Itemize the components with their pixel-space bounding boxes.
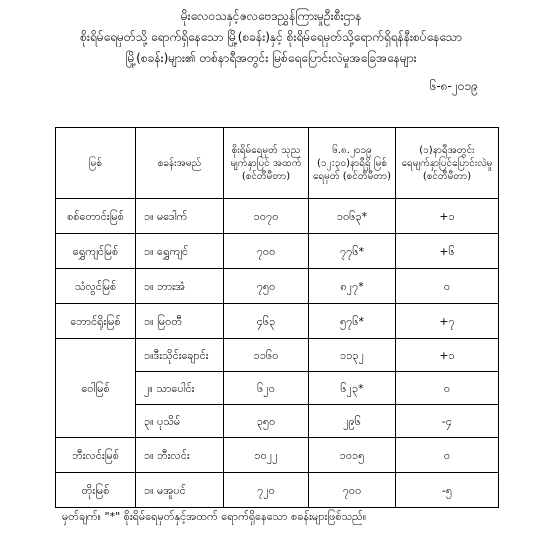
report-date: ၆-၈-၂၀၁၉	[429, 79, 478, 93]
river-name: ဘောင်ရိုးမြစ်	[56, 304, 136, 339]
current-level: ၈၂၇*	[309, 269, 396, 304]
table-row	[56, 304, 499, 339]
current-level: ၁၀၁၅	[309, 438, 396, 473]
station-name: ၁။ဒီးသိုင်းချောင်း	[136, 339, 224, 372]
report-title-line-1: စိုးရိမ်ရေမှတ်သို့ ရောက်ရှိနေသော မြို့(စခန်း)နှင့် စိုးရိမ်ရေမှတ်သို့ရောက်ရှိရန်နီးစပ်နေသော	[80, 30, 462, 44]
river-level-table	[55, 127, 499, 508]
danger-level: ၁၀၂၂	[224, 438, 309, 473]
station-name: ၁။ မြဝတီ	[136, 304, 224, 339]
river-name: ဘီးလင်းမြစ်	[56, 438, 136, 473]
river-name: တိုးမြစ်	[56, 473, 136, 508]
river-name: ရွှေကျင်မြစ်	[56, 234, 136, 269]
table-row	[56, 473, 499, 508]
station-name: ၂။ သာပေါင်း	[136, 372, 224, 405]
river-name: ဝေါမြစ်	[56, 339, 136, 438]
level-change: -၄	[396, 405, 499, 438]
current-level: ၁၁၃၂	[309, 339, 396, 372]
danger-level: ၁၁၆၀	[224, 339, 309, 372]
level-change: +၆	[396, 234, 499, 269]
danger-level: ၄၆၃	[224, 304, 309, 339]
header-river: မြစ်	[56, 128, 136, 199]
danger-level: ၇၂၀	[224, 473, 309, 508]
current-level: ၇၇၆*	[309, 234, 396, 269]
level-change: +၁	[396, 199, 499, 234]
table-row	[56, 339, 499, 372]
current-level: ၅၇၆*	[309, 304, 396, 339]
station-name: ၁။ မအူပင်	[136, 473, 224, 508]
level-change: ၀	[396, 372, 499, 405]
table-header-row	[56, 128, 499, 199]
footnote: မှတ်ချက်။ "*" စိုးရိမ်ရေမှတ်နှင့်အထက် ရောက်ရှိနေသော စခန်းများဖြစ်သည်။	[62, 510, 367, 523]
danger-level: ၇၀၀	[224, 234, 309, 269]
river-name: သံလွင်မြစ်	[56, 269, 136, 304]
current-level: ၇၀၀	[309, 473, 396, 508]
header-change: (၁)နာရီအတွင်း ရေမျက်နှာပြင်ပြောင်းလဲမှု (စင်တီမီတာ)	[396, 128, 499, 199]
station-name: ၁။ မဒေါက်	[136, 199, 224, 234]
river-name: စစ်တောင်းမြစ်	[56, 199, 136, 234]
level-change: -၅	[396, 473, 499, 508]
header-current-level: ၆.၈.၂၀၁၉ (၁၂:၃၀)နာရီရှိ မြစ်ရေမှတ် (စင်တီမီတာ)	[309, 128, 396, 199]
header-station: စခန်းအမည်	[136, 128, 224, 199]
station-name: ၁။ ရွှေကျင်	[136, 234, 224, 269]
table-row	[56, 438, 499, 473]
level-change: +၁	[396, 339, 499, 372]
table-row	[56, 234, 499, 269]
current-level: ၆၂၃*	[309, 372, 396, 405]
level-change: +၇	[396, 304, 499, 339]
current-level: ၂၉၆	[309, 405, 396, 438]
level-change: ၀	[396, 438, 499, 473]
agency-title: မိုးလေဝသနှင့်ဇလဗေဒညွှန်ကြားမှုဦးစီးဌာန	[180, 9, 362, 23]
station-name: ၁။ ဘီးလင်း	[136, 438, 224, 473]
table-row	[56, 269, 499, 304]
station-name: ၁။ ဘားအံ	[136, 269, 224, 304]
danger-level: ၃၅၀	[224, 405, 309, 438]
danger-level: ၇၅၀	[224, 269, 309, 304]
level-change: ၀	[396, 269, 499, 304]
report-title-line-2: မြို့(စခန်း)များ၏ တစ်နာရီအတွင်း မြစ်ရေပြောင်းလဲမှုအခြေအနေများ	[125, 51, 417, 65]
header-danger-level: စိုးရိမ်ရေမှတ် သုညမျက်နှာပြင် အထက် (စင်တီမီတာ)	[224, 128, 309, 199]
danger-level: ၆၂၀	[224, 372, 309, 405]
danger-level: ၁၀၇၀	[224, 199, 309, 234]
table-row	[56, 199, 499, 234]
station-name: ၃။ ပုသိမ်	[136, 405, 224, 438]
current-level: ၁၀၆၃*	[309, 199, 396, 234]
